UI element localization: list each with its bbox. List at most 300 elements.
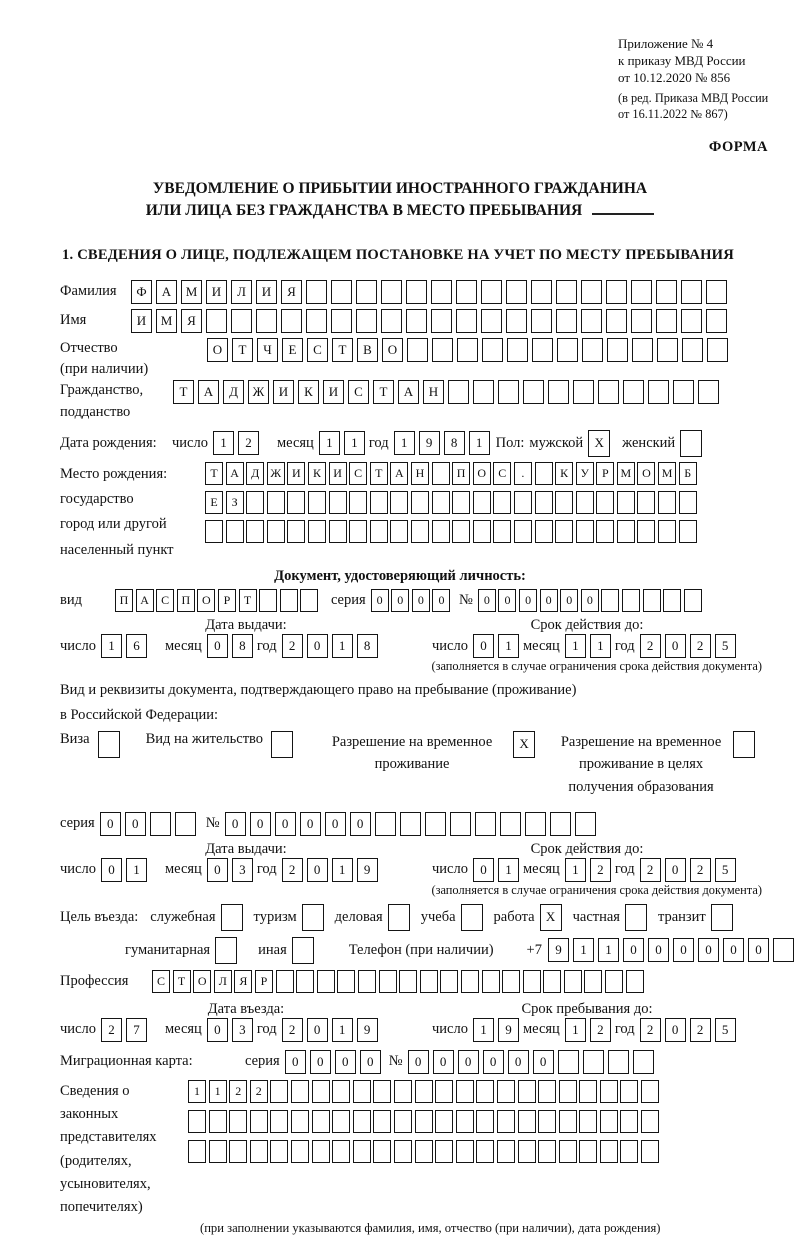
char-box xyxy=(637,520,655,543)
char-box: М xyxy=(156,309,177,333)
id-issue-day-label: число xyxy=(60,637,96,654)
char-box: 0 xyxy=(391,589,409,612)
stay-issue-month-label: месяц xyxy=(164,861,202,878)
purpose-tourism-checkbox xyxy=(302,904,328,931)
char-box xyxy=(332,1080,350,1103)
char-box: 0 xyxy=(560,589,578,612)
char-box: Д xyxy=(223,380,244,404)
char-box: О xyxy=(207,338,228,362)
char-box: Ж xyxy=(248,380,269,404)
char-box: 1 xyxy=(332,634,353,658)
char-box xyxy=(559,1110,577,1133)
birth-place-label: Место рождения: государство город или другой населенный пункт xyxy=(60,465,174,558)
birth-place-row2 xyxy=(205,491,699,514)
char-box: Р xyxy=(596,462,614,485)
residence-permit-checkbox xyxy=(271,731,297,758)
char-box xyxy=(498,380,519,404)
char-box xyxy=(312,1110,330,1133)
char-box: Д xyxy=(246,462,264,485)
char-box xyxy=(448,380,469,404)
char-box xyxy=(370,491,388,514)
char-box: 3 xyxy=(232,1018,253,1042)
sex-female-checkbox xyxy=(680,430,706,457)
char-box: 0 xyxy=(623,938,644,962)
char-box xyxy=(400,812,421,836)
birth-month-label: месяц xyxy=(276,434,314,451)
sex-female-label: женский xyxy=(622,434,676,451)
stay-number-label: № xyxy=(205,815,220,832)
char-box xyxy=(270,1110,288,1133)
purpose-private: частная xyxy=(573,904,651,931)
char-box: 1 xyxy=(565,858,586,882)
char-box xyxy=(476,1110,494,1133)
annex-block xyxy=(618,36,798,123)
char-box: 1 xyxy=(469,431,490,455)
char-box xyxy=(579,1140,597,1163)
char-box xyxy=(514,520,532,543)
char-box xyxy=(623,380,644,404)
char-box: 0 xyxy=(665,858,686,882)
char-box xyxy=(356,309,377,333)
char-box xyxy=(548,380,569,404)
char-box xyxy=(332,1110,350,1133)
char-box xyxy=(270,1080,288,1103)
purpose-study: учеба xyxy=(421,904,487,931)
char-box xyxy=(415,1080,433,1103)
char-box xyxy=(641,1110,659,1133)
char-box xyxy=(270,1140,288,1163)
stay-valid-day-label: число xyxy=(432,861,468,878)
char-box xyxy=(605,970,623,993)
id-doc-heading: Документ, удостоверяющий личность: xyxy=(274,568,526,585)
purpose-official-checkbox xyxy=(221,904,247,931)
char-box xyxy=(302,904,324,931)
purpose-study-checkbox xyxy=(461,904,487,931)
char-box: 0 xyxy=(408,1050,429,1074)
char-box: Л xyxy=(214,970,232,993)
char-box xyxy=(531,309,552,333)
char-box xyxy=(576,520,594,543)
char-box xyxy=(698,380,719,404)
char-box: 1 xyxy=(126,858,147,882)
char-box xyxy=(497,1110,515,1133)
char-box xyxy=(329,520,347,543)
char-box: 0 xyxy=(498,589,516,612)
char-box: Я xyxy=(181,309,202,333)
id-number-label: № xyxy=(459,592,473,609)
char-box xyxy=(379,970,397,993)
char-box: 2 xyxy=(282,858,303,882)
char-box xyxy=(575,812,596,836)
title-underline xyxy=(592,201,654,215)
annex-line-2: к приказу МВД России xyxy=(618,52,746,68)
char-box: 0 xyxy=(458,1050,479,1074)
char-box xyxy=(657,338,678,362)
char-box xyxy=(175,812,196,836)
char-box: 5 xyxy=(715,634,736,658)
char-box xyxy=(388,904,410,931)
char-box xyxy=(456,1110,474,1133)
char-box xyxy=(229,1140,247,1163)
char-box: Т xyxy=(173,380,194,404)
char-box xyxy=(681,280,702,304)
sex-label: Пол: xyxy=(495,434,525,451)
char-box xyxy=(291,1110,309,1133)
char-box xyxy=(425,812,446,836)
char-box xyxy=(538,1140,556,1163)
char-box xyxy=(581,280,602,304)
char-box xyxy=(373,1080,391,1103)
char-box xyxy=(773,938,794,962)
char-box xyxy=(440,970,458,993)
char-box xyxy=(373,1110,391,1133)
char-box: 9 xyxy=(548,938,569,962)
char-box xyxy=(432,520,450,543)
char-box xyxy=(507,338,528,362)
char-box: А xyxy=(390,462,408,485)
char-box xyxy=(620,1110,638,1133)
option-residence-permit: Вид на жительство xyxy=(146,731,297,758)
char-box xyxy=(538,1080,556,1103)
char-box: 2 xyxy=(229,1080,247,1103)
surname-label: Фамилия xyxy=(60,283,117,300)
phone-prefix: +7 xyxy=(526,941,542,958)
char-box: Б xyxy=(679,462,697,485)
char-box: М xyxy=(617,462,635,485)
char-box: 1 xyxy=(319,431,340,455)
char-box: Е xyxy=(205,491,223,514)
char-box xyxy=(221,904,243,931)
char-box xyxy=(626,970,644,993)
stay-number-boxes xyxy=(225,812,600,836)
char-box: 0 xyxy=(432,589,450,612)
char-box: О xyxy=(193,970,211,993)
char-box xyxy=(543,970,561,993)
form-title-line2: ИЛИ ЛИЦА БЕЗ ГРАЖДАНСТВА В МЕСТО ПРЕБЫВАНИЯ xyxy=(0,200,800,222)
purpose-business-checkbox xyxy=(388,904,414,931)
char-box xyxy=(608,1050,629,1074)
stay-until-year-label: год xyxy=(614,1021,635,1038)
stay-valid-year xyxy=(640,858,740,882)
char-box: 0 xyxy=(723,938,744,962)
id-issue-day xyxy=(101,634,151,658)
entry-month xyxy=(207,1018,257,1042)
char-box: 1 xyxy=(498,858,519,882)
surname-boxes xyxy=(131,280,731,304)
char-box xyxy=(497,1080,515,1103)
char-box xyxy=(600,1110,618,1133)
char-box xyxy=(381,309,402,333)
char-box: 0 xyxy=(648,938,669,962)
char-box xyxy=(556,280,577,304)
char-box xyxy=(493,520,511,543)
char-box xyxy=(555,491,573,514)
section1-heading: 1. СВЕДЕНИЯ О ЛИЦЕ, ПОДЛЕЖАЩЕМ ПОСТАНОВКЕ НА УЧЕТ ПО МЕСТУ ПРЕБЫВАНИЯ xyxy=(62,246,734,263)
char-box xyxy=(231,309,252,333)
char-box xyxy=(280,589,298,612)
char-box: 1 xyxy=(394,431,415,455)
migcard-number-label: № xyxy=(388,1053,403,1070)
purpose-transit: транзит xyxy=(658,904,737,931)
char-box xyxy=(281,309,302,333)
char-box xyxy=(606,280,627,304)
char-box xyxy=(300,589,318,612)
char-box xyxy=(415,1140,433,1163)
char-box xyxy=(188,1110,206,1133)
char-box: 2 xyxy=(590,1018,611,1042)
birth-date-label: Дата рождения: xyxy=(60,434,157,451)
char-box xyxy=(631,309,652,333)
char-box: 9 xyxy=(498,1018,519,1042)
char-box xyxy=(267,520,285,543)
char-box xyxy=(482,338,503,362)
char-box: 0 xyxy=(698,938,719,962)
char-box xyxy=(601,589,619,612)
char-box: 0 xyxy=(360,1050,381,1074)
char-box xyxy=(550,812,571,836)
char-box xyxy=(390,520,408,543)
char-box: 3 xyxy=(232,858,253,882)
char-box: 0 xyxy=(540,589,558,612)
char-box xyxy=(481,309,502,333)
char-box xyxy=(707,338,728,362)
char-box xyxy=(706,309,727,333)
stay-until-title: Срок пребывания до: xyxy=(521,1000,653,1017)
char-box: И xyxy=(131,309,152,333)
char-box: 1 xyxy=(332,1018,353,1042)
char-box xyxy=(435,1110,453,1133)
char-box xyxy=(308,520,326,543)
char-box xyxy=(641,1140,659,1163)
char-box xyxy=(250,1110,268,1133)
char-box: А xyxy=(136,589,154,612)
char-box: 2 xyxy=(238,431,259,455)
entry-day-label: число xyxy=(60,1021,96,1038)
migration-card-label: Миграционная карта: xyxy=(60,1053,193,1070)
stay-issue-title: Дата выдачи: xyxy=(205,840,287,857)
char-box xyxy=(373,1140,391,1163)
char-box xyxy=(246,520,264,543)
stay-issue-year-label: год xyxy=(256,861,277,878)
char-box xyxy=(497,1140,515,1163)
purpose-work-checkbox xyxy=(540,904,566,931)
stay-issue-day-label: число xyxy=(60,861,96,878)
char-box: 8 xyxy=(357,634,378,658)
char-box: 9 xyxy=(357,1018,378,1042)
char-box xyxy=(291,1080,309,1103)
char-box xyxy=(246,491,264,514)
char-box: X xyxy=(588,430,610,457)
char-box: М xyxy=(181,280,202,304)
entry-year xyxy=(282,1018,382,1042)
char-box: М xyxy=(658,462,676,485)
char-box xyxy=(625,904,647,931)
representatives-row1 xyxy=(188,1080,662,1103)
char-box xyxy=(596,491,614,514)
option-temp-residence: Разрешение на временное проживание X xyxy=(319,731,539,776)
char-box: 1 xyxy=(498,634,519,658)
char-box: А xyxy=(198,380,219,404)
id-valid-day xyxy=(473,634,523,658)
id-issue-title: Дата выдачи: xyxy=(205,617,287,634)
char-box: 0 xyxy=(101,858,122,882)
char-box xyxy=(461,904,483,931)
char-box xyxy=(98,731,120,758)
citizenship-label: Гражданство, подданство xyxy=(60,382,144,420)
char-box xyxy=(559,1080,577,1103)
char-box xyxy=(706,280,727,304)
char-box: П xyxy=(177,589,195,612)
sex-male-checkbox xyxy=(588,430,614,457)
char-box: 1 xyxy=(209,1080,227,1103)
patronymic-label: Отчество (при наличии) xyxy=(60,339,149,378)
char-box: 1 xyxy=(565,1018,586,1042)
char-box: Я xyxy=(234,970,252,993)
char-box xyxy=(506,280,527,304)
char-box xyxy=(656,280,677,304)
char-box: Р xyxy=(218,589,236,612)
char-box xyxy=(296,970,314,993)
entry-day xyxy=(101,1018,151,1042)
char-box: 2 xyxy=(250,1080,268,1103)
char-box xyxy=(559,1140,577,1163)
char-box: 0 xyxy=(673,938,694,962)
purpose-official: служебная xyxy=(150,904,246,931)
char-box xyxy=(555,520,573,543)
firstname-label: Имя xyxy=(60,312,87,329)
id-valid-month-label: месяц xyxy=(522,637,560,654)
char-box xyxy=(658,520,676,543)
purpose-humanitarian: гуманитарная xyxy=(125,937,241,964)
char-box xyxy=(573,380,594,404)
id-series-boxes xyxy=(371,589,453,612)
char-box xyxy=(532,338,553,362)
char-box xyxy=(306,309,327,333)
phone-field xyxy=(349,938,793,962)
char-box: И xyxy=(329,462,347,485)
char-box xyxy=(399,970,417,993)
char-box xyxy=(406,280,427,304)
id-valid-year-label: год xyxy=(614,637,635,654)
char-box xyxy=(679,491,697,514)
char-box xyxy=(607,338,628,362)
char-box: 6 xyxy=(126,634,147,658)
char-box: 9 xyxy=(419,431,440,455)
char-box xyxy=(329,491,347,514)
char-box xyxy=(259,589,277,612)
char-box: С xyxy=(152,970,170,993)
char-box: 0 xyxy=(307,1018,328,1042)
char-box: 2 xyxy=(690,1018,711,1042)
char-box: 0 xyxy=(207,1018,228,1042)
char-box: 9 xyxy=(357,858,378,882)
char-box: 0 xyxy=(483,1050,504,1074)
char-box xyxy=(411,491,429,514)
char-box: 0 xyxy=(100,812,121,836)
char-box: К xyxy=(298,380,319,404)
char-box: 0 xyxy=(581,589,599,612)
option-temp-residence-edu: Разрешение на временное проживание в целях получения образования xyxy=(557,731,759,798)
char-box xyxy=(215,937,237,964)
char-box: У xyxy=(576,462,594,485)
char-box xyxy=(606,309,627,333)
char-box: 0 xyxy=(412,589,430,612)
char-box xyxy=(582,338,603,362)
char-box xyxy=(356,280,377,304)
firstname-boxes xyxy=(131,309,731,333)
char-box xyxy=(188,1140,206,1163)
stay-doc-line1: Вид и реквизиты документа, подтверждающего право на пребывание (проживание) xyxy=(60,682,577,699)
purpose-other: иная xyxy=(258,937,318,964)
char-box: 7 xyxy=(126,1018,147,1042)
char-box xyxy=(518,1140,536,1163)
annex-line-3: от 10.12.2020 № 856 xyxy=(618,69,731,85)
char-box xyxy=(420,970,438,993)
char-box xyxy=(390,491,408,514)
char-box: 0 xyxy=(519,589,537,612)
purpose-business: деловая xyxy=(335,904,414,931)
stay-issue-day xyxy=(101,858,151,882)
char-box: 0 xyxy=(250,812,271,836)
char-box xyxy=(679,520,697,543)
char-box xyxy=(452,491,470,514)
char-box: А xyxy=(156,280,177,304)
char-box: Т xyxy=(232,338,253,362)
char-box xyxy=(150,812,171,836)
char-box xyxy=(450,812,471,836)
char-box xyxy=(514,491,532,514)
char-box: И xyxy=(323,380,344,404)
char-box: 1 xyxy=(332,858,353,882)
char-box xyxy=(581,309,602,333)
char-box xyxy=(473,491,491,514)
id-valid-year xyxy=(640,634,740,658)
char-box xyxy=(681,309,702,333)
char-box: 0 xyxy=(371,589,389,612)
char-box: 5 xyxy=(715,858,736,882)
temp-residence-checkbox xyxy=(513,731,539,758)
annex-line-1: Приложение № 4 xyxy=(618,36,714,51)
option-visa: Виза xyxy=(60,731,124,758)
char-box xyxy=(632,338,653,362)
char-box: 0 xyxy=(433,1050,454,1074)
entry-month-label: месяц xyxy=(164,1021,202,1038)
char-box xyxy=(643,589,661,612)
stay-valid-day xyxy=(473,858,523,882)
char-box: И xyxy=(256,280,277,304)
annex-note-2: от 16.11.2022 № 867) xyxy=(618,106,728,121)
purpose-humanitarian-checkbox xyxy=(215,937,241,964)
char-box: 8 xyxy=(232,634,253,658)
char-box: 0 xyxy=(207,634,228,658)
char-box xyxy=(312,1080,330,1103)
char-box xyxy=(596,520,614,543)
purpose-transit-checkbox xyxy=(711,904,737,931)
char-box xyxy=(406,309,427,333)
stay-issue-month xyxy=(207,858,257,882)
char-box xyxy=(287,520,305,543)
stay-until-day xyxy=(473,1018,523,1042)
char-box xyxy=(456,280,477,304)
char-box xyxy=(312,1140,330,1163)
char-box: Е xyxy=(282,338,303,362)
char-box xyxy=(622,589,640,612)
representatives-row3 xyxy=(188,1140,662,1163)
char-box xyxy=(631,280,652,304)
char-box: 0 xyxy=(300,812,321,836)
char-box xyxy=(358,970,376,993)
char-box xyxy=(482,970,500,993)
